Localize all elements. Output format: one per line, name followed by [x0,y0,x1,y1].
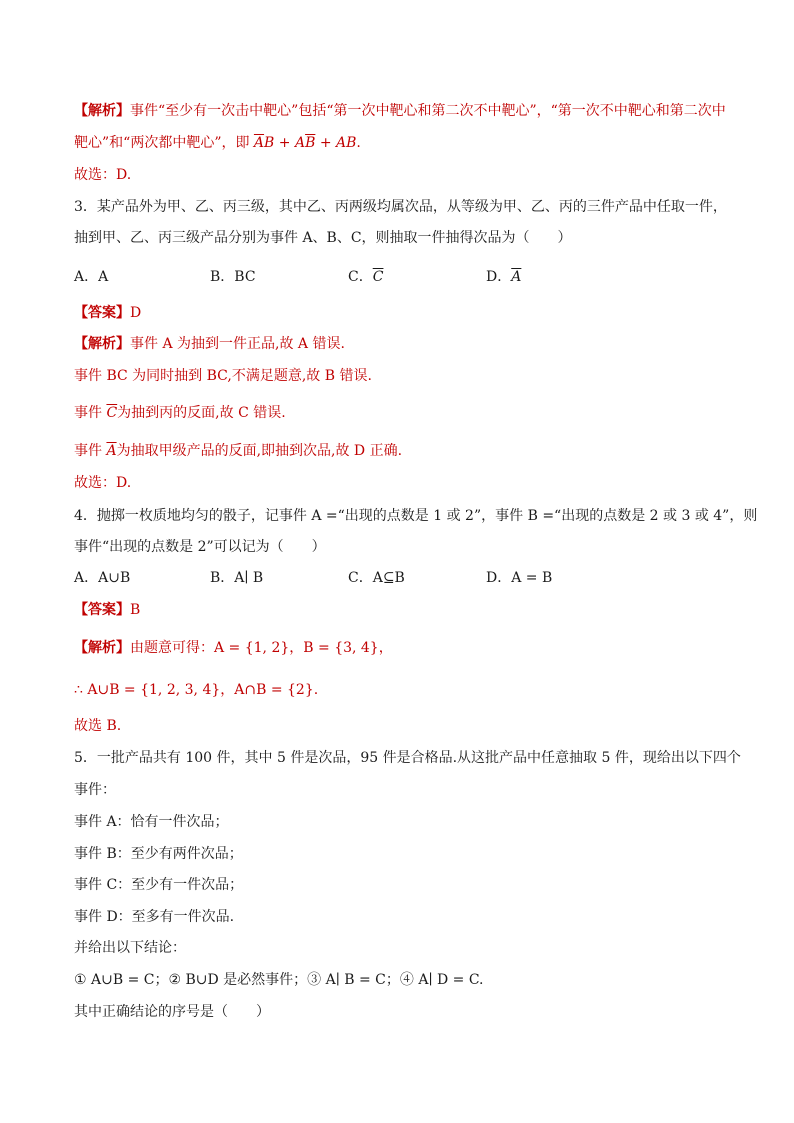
q5-event-d: 事件 D：至多有一件次品. [74,909,235,925]
q3-analysis-line4: 事件 $\overline{A}$为抽取甲级产品的反面,即抽到次品,故 D 正确. [74,443,403,459]
analysis-text: 事件“至少有一次击中靶心”包括“第一次中靶心和第二次不中靶心”，“第一次不中靶心和第二次中 [130,103,726,119]
q4-option-d: D．A = B [486,570,553,586]
analysis-tag: 【解析】 [74,640,130,656]
q3-analysis-line3: 事件 $\overline{C}$为抽到丙的反面,故 C 错误. [74,405,286,421]
q3-option-d: D．$\overline{A}$ [486,269,522,285]
q4-analysis-line1 [74,639,393,657]
answer-tag: 【答案】 [74,602,130,618]
q2-choose: 故选：D. [74,167,132,183]
period: . [356,135,361,151]
q3-choose: 故选：D. [74,475,132,491]
analysis-text: 靶心”和“两次都中靶心”，即 [74,135,254,151]
q4-option-b: B．A∣ B [210,570,264,586]
q5-conclusions: ① A∪B = C；② B∪D 是必然事件；③ A∣ B = C；④ A∣ D = C. [74,972,484,988]
q5-event-c: 事件 C：至少有一件次品； [74,877,244,893]
q5-stem-line1: 5．一批产品共有 100 件，其中 5 件是次品，95 件是合格品.从这批产品中任意抽取 5 件，现给出以下四个 [74,750,741,766]
analysis-text: 事件 A 为抽到一件正品,故 A 错误. [130,336,345,352]
q4-stem-line2: 事件“出现的点数是 2”可以记为（ ） [74,539,326,555]
analysis-tag: 【解析】 [74,336,130,352]
q5-stem-line2: 事件： [74,782,116,798]
q3-stem-line2: 抽到甲、乙、丙三级产品分别为事件 A、B、C，则抽取一件抽得次品为（ ） [74,230,572,246]
analysis-text: 由题意可得：A = {1, 2}，B = {3, 4}， [130,640,393,656]
q3-answer [74,304,141,322]
q5-ask: 其中正确结论的序号是（ ） [74,1004,270,1020]
q3-option-c: C．$\overline{C}$ [348,269,384,285]
answer-value: B [130,602,141,618]
q4-option-a: A．A∪B [74,570,131,586]
q3-option-b: B．BC [210,269,256,285]
q5-event-b: 事件 B：至少有两件次品； [74,846,243,862]
formula: $\overline{A}B + A\overline{B}$ + AB [253,135,357,151]
analysis-tag: 【解析】 [74,103,130,119]
q4-answer [74,601,140,619]
q2-analysis-line1 [74,102,726,120]
q3-analysis-line2: 事件 BC 为同时抽到 BC,不满足题意,故 B 错误. [74,368,372,384]
q3-stem-line1: 3．某产品外为甲、乙、丙三级，其中乙、丙两级均属次品，从等级为甲、乙、丙的三件产品中任取一件， [74,199,727,215]
q5-given: 并给出以下结论： [74,940,186,956]
q4-analysis-line2: ∴ A∪B = {1, 2, 3, 4}，A∩B = {2}. [74,682,319,698]
q4-choose: 故选 B. [74,718,122,734]
q5-event-a: 事件 A：恰有一件次品； [74,814,229,830]
q2-analysis-line2 [74,134,361,152]
q3-option-a: A．A [74,269,109,285]
q4-stem-line1: 4．抛掷一枚质地均匀的骰子，记事件 A =“出现的点数是 1 或 2”，事件 B =“出现的点数是 2 或 3 或 4”，则 [74,508,758,524]
q3-analysis-line1 [74,335,345,353]
q4-option-c: C．A⊆B [348,570,405,586]
answer-value: D [130,305,142,321]
answer-tag: 【答案】 [74,305,130,321]
